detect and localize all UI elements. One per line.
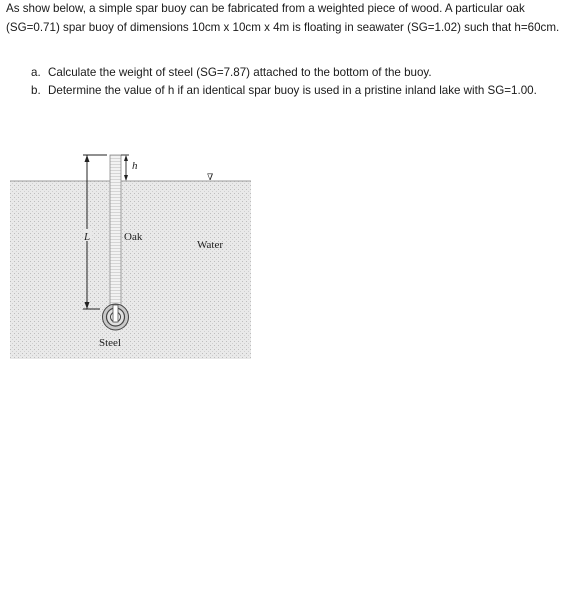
question-b (31, 82, 561, 100)
oak-label: Oak (124, 231, 143, 243)
water-region (10, 181, 251, 359)
h-dimension (121, 155, 129, 181)
question-b-text: Determine the value of h if an identical spar buoy is used in a pristine inland lake with SG=1.00. (48, 83, 537, 97)
water-level-symbol: ∇ (207, 172, 214, 182)
question-a-text: Calculate the weight of steel (SG=7.87) attached to the bottom of the buoy. (48, 66, 432, 79)
spar-buoy-diagram (10, 145, 254, 363)
question-list (31, 64, 561, 99)
water-label: Water (197, 239, 223, 251)
steel-weight (103, 304, 129, 330)
h-label: h (132, 160, 138, 172)
question-b-label: b. (31, 83, 41, 97)
l-label: L (84, 231, 91, 243)
question-a-label: a. (31, 66, 41, 79)
spar-buoy-figure (10, 145, 254, 363)
problem-statement: As show below, a simple spar buoy can be fabricated from a weighted piece of wood. A particular oak (SG=0.71) spar buoy of dimensions 10cm x 10cm x 4m is floating in seawater (SG=1.02) such that h=60cm. (6, 2, 560, 34)
oak-spar (110, 155, 121, 317)
steel-label: Steel (99, 337, 121, 349)
question-a (31, 64, 561, 82)
